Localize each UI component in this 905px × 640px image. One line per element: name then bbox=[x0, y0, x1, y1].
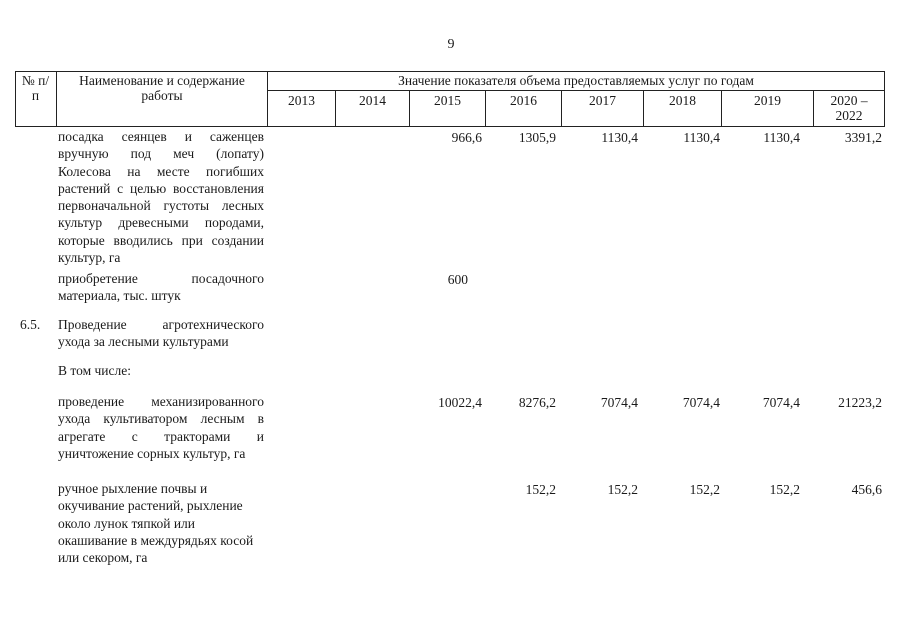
row1-value-2017: 1130,4 bbox=[601, 130, 638, 145]
header-year-2018: 2018 bbox=[644, 91, 722, 127]
row6-value-2018: 152,2 bbox=[689, 482, 720, 497]
row5-value-2016: 8276,2 bbox=[518, 395, 556, 410]
header-year-2015: 2015 bbox=[410, 91, 486, 127]
row5-value-2017: 7074,4 bbox=[600, 395, 638, 410]
page-number: 9 bbox=[447, 37, 455, 52]
header-year-2016: 2016 bbox=[486, 91, 562, 127]
row6-value-2019: 152,2 bbox=[769, 482, 800, 497]
table-row-text: проведение механизированного ухода культиватором лесным в агрегате с тракторами и уничтожение сорных культур, га bbox=[58, 394, 264, 461]
row2-value-2015: 600 bbox=[447, 272, 468, 287]
row6-value-2017: 152,2 bbox=[607, 482, 638, 497]
header-num-col: № п/п bbox=[15, 71, 57, 127]
row6-value-2016: 152,2 bbox=[525, 482, 556, 497]
header-name-col: Наименование и содержание работы bbox=[57, 71, 268, 127]
table-row-text: посадка сеянцев и саженцев вручную под меч (лопату) Колесова на месте погибших растений с целью восстановления первоначальной густоты лесных культур древесными породами, которые вводились при создании культур, га bbox=[58, 129, 264, 266]
header-year-2017: 2017 bbox=[562, 91, 644, 127]
header-year-2013: 2013 bbox=[268, 91, 336, 127]
header-year-2020-2022: 2020 – 2022 bbox=[814, 91, 885, 127]
header-year-2014: 2014 bbox=[336, 91, 410, 127]
row1-value-2020-2022: 3391,2 bbox=[844, 130, 882, 145]
header-year-2019: 2019 bbox=[722, 91, 814, 127]
row5-value-2020-2022: 21223,2 bbox=[838, 395, 882, 410]
table-row-text: Проведение агротехнического ухода за лесными культурами bbox=[58, 317, 264, 350]
row5-value-2015: 10022,4 bbox=[438, 395, 482, 410]
header-values-col: Значение показателя объема предоставляемых услуг по годам bbox=[268, 71, 885, 91]
row-number: 6.5. bbox=[20, 317, 41, 332]
row5-value-2018: 7074,4 bbox=[682, 395, 720, 410]
table-row-text: приобретение посадочного материала, тыс. штук bbox=[58, 271, 264, 304]
row1-value-2015: 966,6 bbox=[451, 130, 482, 145]
row1-value-2019: 1130,4 bbox=[763, 130, 800, 145]
row6-value-2020-2022: 456,6 bbox=[851, 482, 882, 497]
row5-value-2019: 7074,4 bbox=[762, 395, 800, 410]
row1-value-2016: 1305,9 bbox=[518, 130, 556, 145]
row1-value-2018: 1130,4 bbox=[683, 130, 720, 145]
table-row-text: В том числе: bbox=[58, 363, 131, 378]
table-row-text: ручное рыхление почвы и окучивание растений, рыхление около лунок тяпкой или окашивание в междурядьях косой или секором, га bbox=[58, 481, 254, 566]
